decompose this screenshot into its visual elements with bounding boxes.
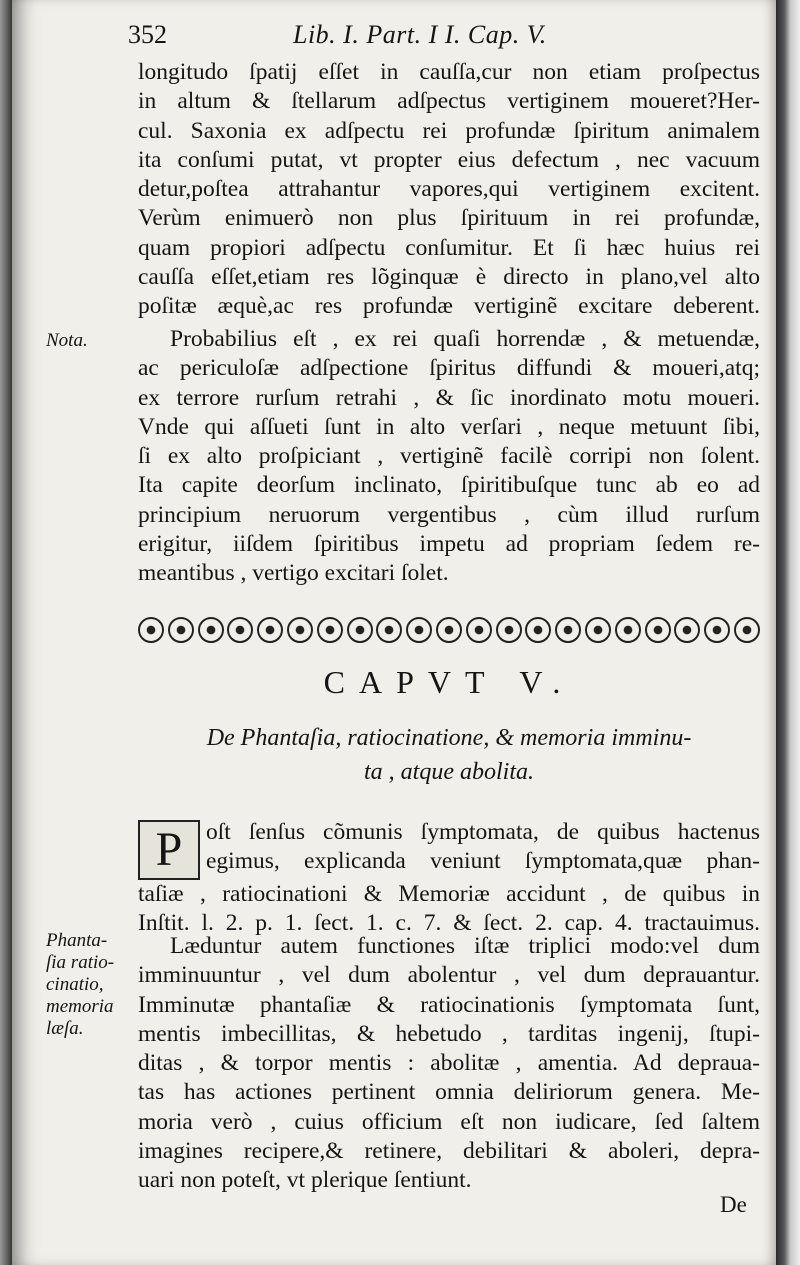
margin-note-line: cinatio, (46, 974, 104, 995)
margin-note-line: memoria (46, 996, 114, 1017)
text-line: detur,poſtea attrahantur vapores,qui vertiginem excitent. (138, 176, 760, 203)
text-line: cul. Saxonia ex adſpectu rei profundæ ſpiritum animalem (138, 117, 760, 144)
text-line: Inſtit. l. 2. p. 1. ſect. 1. c. 7. & ſect. 2. cap. 4. tractauimus. (138, 910, 760, 937)
text-line: egimus, explicanda veniunt ſymptomata,quæ phan- (206, 848, 760, 875)
text-line: ex terrore rurſum retrahi , & ſic inordinato motu moueri. (138, 384, 760, 411)
text-line: poſitæ æquè,ac res profundæ vertiginẽ excitare deberent. (138, 293, 760, 320)
text-line: imagines recipere,& retinere, debilitari & aboleri, depra- (138, 1138, 760, 1165)
text-line: erigitur, iiſdem ſpiritibus impetu ad propriam ſedem re- (138, 531, 760, 558)
text-line: imminuuntur , vel dum abolentur , vel dum deprauantur. (138, 962, 760, 989)
text-line: meantibus , vertigo excitari ſolet. (138, 560, 449, 587)
text-line: quam propiori adſpectu conſumitur. Et ſi hæc huius rei (138, 234, 760, 261)
subtitle-line: De Phantaſia, ratiocinatione, & memoria imminu- (206, 725, 692, 751)
text-line: mentis imbecillitas, & hebetudo , tarditas ingenij, ſtupi- (138, 1020, 760, 1047)
text-line: ditas , & torpor mentis : abolitæ , amentia. Ad deprauа- (138, 1050, 760, 1077)
text-line: ſi ex alto proſpiciant , vertiginẽ facilè corripi non ſolent. (138, 443, 760, 470)
running-title: Lib. I. Part. I I. Cap. V. (293, 20, 547, 49)
paragraph-4 (138, 932, 760, 1196)
paragraph-1 (138, 58, 760, 322)
margin-note-nota: Nota. (46, 330, 88, 351)
text-line: Læduntur autem functiones iſtæ triplici modo:vel dum (170, 933, 760, 959)
chapter-heading: CAPVT V. (323, 664, 575, 700)
text-line: in altum & ſtellarum adſpectus vertiginem moueret?Her- (138, 88, 760, 115)
text-line: Imminutæ phantaſiæ & ratiocinationis ſymptomata ſunt, (138, 991, 760, 1018)
text-line: longitudo ſpatij eſſet in cauſſa,cur non etiam proſpectus (138, 59, 760, 85)
paragraph-2 (138, 325, 760, 589)
text-line: uari non poteſt, vt plerique ſentiunt. (138, 1167, 472, 1194)
text-line: ac periculoſæ adſpectione ſpiritus diffundi & moueri,atq; (138, 355, 760, 382)
text-line: ita conſumi putat, vt propter eius defectum , nec vacuum (138, 146, 760, 173)
text-line: tas has actiones pertinent omnia deliriorum genera. Me- (138, 1079, 760, 1106)
catchword: De (720, 1192, 747, 1217)
margin-note-phantasia (46, 930, 114, 1040)
margin-note-line: Phanta- (46, 930, 108, 951)
text-line: Verùm enimuerò non plus ſpirituum in rei profundæ, (138, 205, 760, 232)
running-header (118, 14, 758, 54)
subtitle-line: ta , atque abolita. (364, 759, 534, 785)
drop-cap: P (138, 820, 200, 880)
chapter-subtitle (138, 721, 760, 789)
paragraph-3 (138, 818, 760, 939)
text-line: Probabilius eſt , ex rei quaſi horrendæ , & metuendæ, (170, 326, 760, 352)
page-number: 352 (128, 20, 167, 49)
text-line: taſiæ , ratiocinationi & Memoriæ accidunt , de quibus in (138, 881, 760, 907)
margin-note-line: læſa. (46, 1018, 84, 1039)
ornamental-divider (138, 615, 760, 645)
text-line: oſt ſenſus cõmunis ſymptomata, de quibus hactenus (206, 819, 760, 845)
text-line: Ita capite deorſum inclinato, ſpiritibuſque tunc ab eo ad (138, 472, 760, 499)
margin-note-line: ſia ratio- (46, 952, 115, 973)
text-line: principium neruorum vergentibus , cùm illud rurſum (138, 501, 760, 528)
page-edge-right (776, 0, 800, 1265)
text-line: cauſſa eſſet,etiam res lõginquæ è directo in plano,vel alto (138, 264, 760, 291)
text-line: moria verò , cuius officium eſt non iudicare, ſed ſaltem (138, 1108, 760, 1135)
text-line: Vnde qui aſſueti ſunt in alto verſari , neque metuunt ſibi, (138, 413, 760, 440)
